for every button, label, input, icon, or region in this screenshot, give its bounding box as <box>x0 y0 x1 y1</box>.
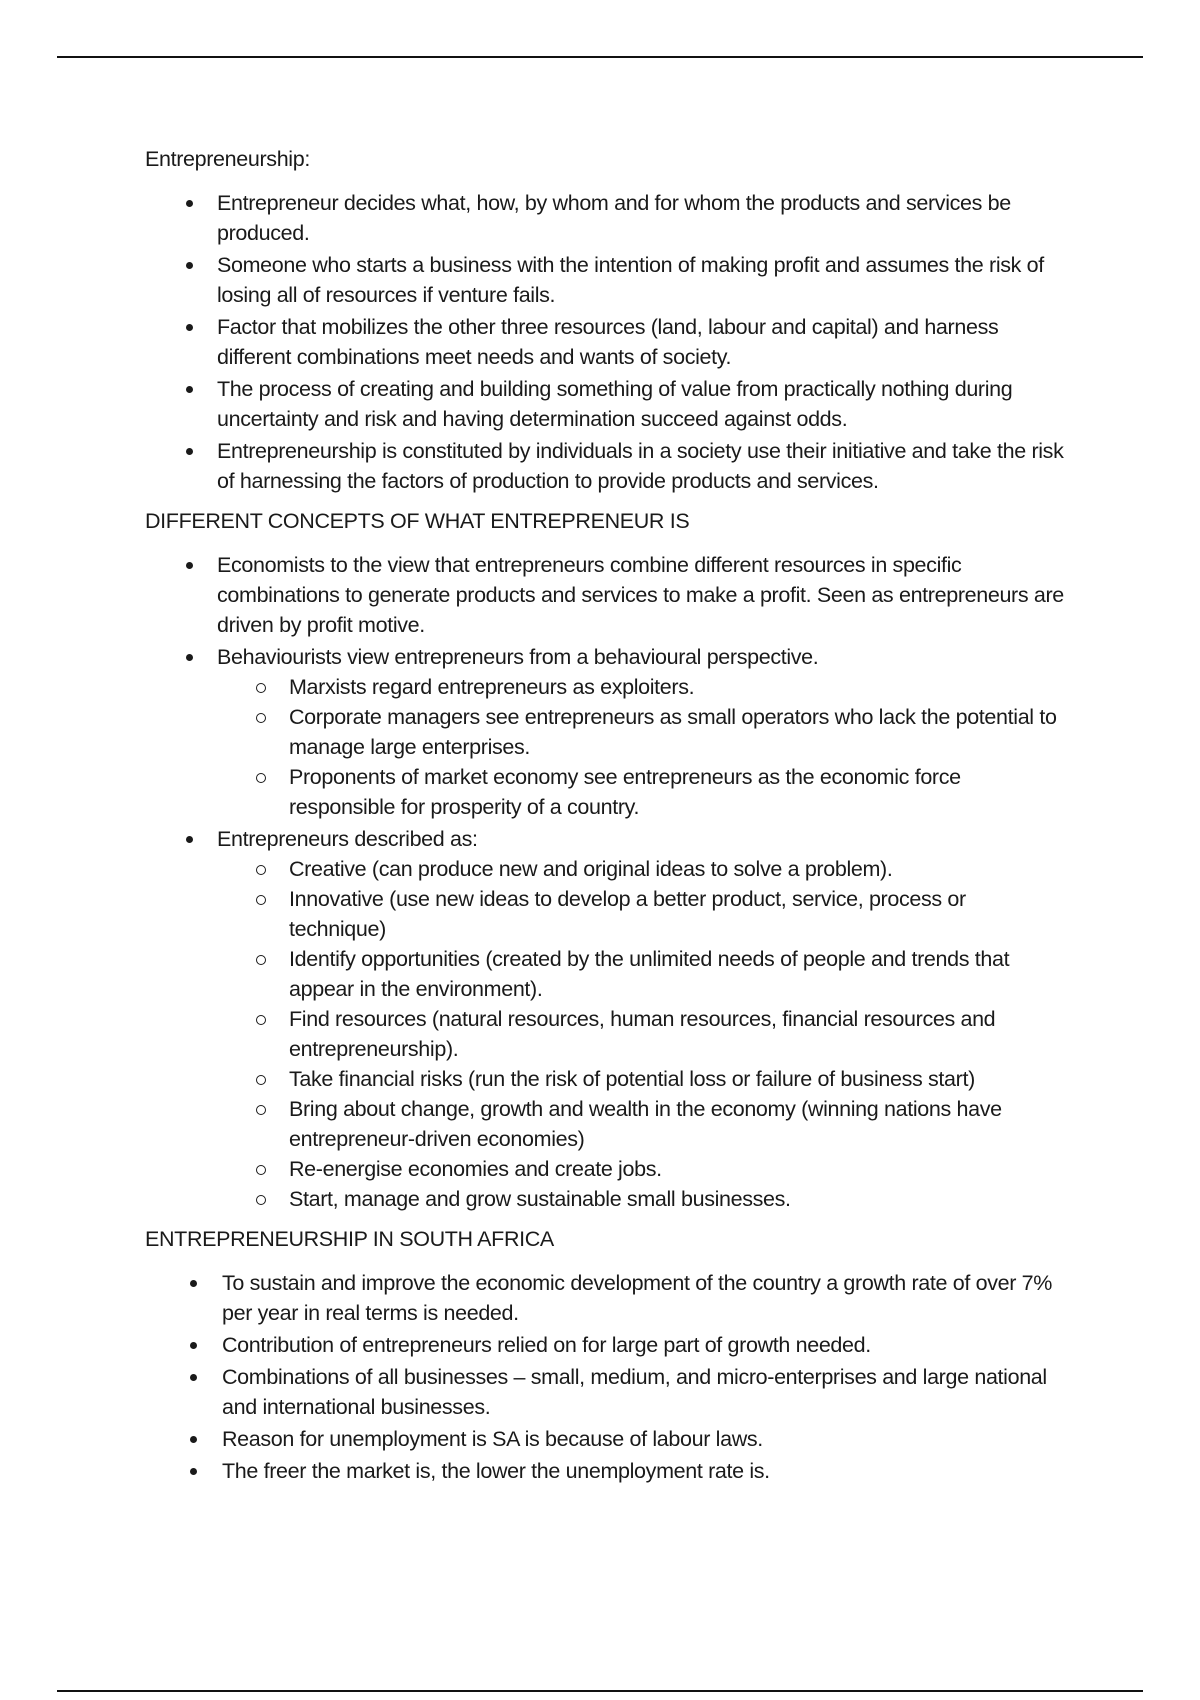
sub-list-item-text: Find resources (natural resources, human resources, financial resources and entrepreneurship). <box>289 1007 996 1061</box>
sub-list-item-text: Proponents of market economy see entrepreneurs as the economic force responsible for prosperity of a country. <box>289 765 961 819</box>
sub-list-item-text: Re-energise economies and create jobs. <box>289 1157 662 1181</box>
list-item <box>145 312 1065 372</box>
list-item <box>145 374 1065 434</box>
section-heading: ENTREPRENEURSHIP IN SOUTH AFRICA <box>145 1227 554 1251</box>
list-item <box>145 1362 1065 1422</box>
bullet-icon <box>190 1342 197 1349</box>
hollow-bullet-icon <box>256 1165 266 1175</box>
list-item-text: Someone who starts a business with the intention of making profit and assumes the risk of losing all of resources if venture fails. <box>217 253 1044 307</box>
document-body <box>145 144 1065 1496</box>
sub-list-item <box>216 672 1065 702</box>
bullet-icon <box>190 1468 197 1475</box>
list-item-text: Behaviourists view entrepreneurs from a behavioural perspective. <box>217 645 819 669</box>
sub-list <box>217 672 1065 822</box>
list-item-text: Entrepreneur decides what, how, by whom and for whom the products and services be produced. <box>217 191 1011 245</box>
list-item-text: To sustain and improve the economic development of the country a growth rate of over 7% per year in real terms is needed. <box>222 1271 1053 1325</box>
sub-list-item <box>216 884 1065 944</box>
bullet-icon <box>190 1280 197 1287</box>
hollow-bullet-icon <box>256 773 266 783</box>
bullet-icon <box>186 386 193 393</box>
sub-list <box>217 854 1065 1214</box>
list-item-text: Reason for unemployment is SA is because of labour laws. <box>222 1427 763 1451</box>
bullet-list <box>145 188 1065 496</box>
sub-list-item <box>216 1094 1065 1154</box>
sub-list-item <box>216 1064 1065 1094</box>
list-item-text: Combinations of all businesses – small, medium, and micro-enterprises and large national and international businesses. <box>222 1365 1047 1419</box>
sub-list-item-text: Take financial risks (run the risk of potential loss or failure of business start) <box>289 1067 975 1091</box>
list-item <box>145 642 1065 822</box>
hollow-bullet-icon <box>256 1075 266 1085</box>
hollow-bullet-icon <box>256 1195 266 1205</box>
section-south-africa <box>145 1224 1065 1486</box>
list-item-text: Entrepreneurs described as: <box>217 827 478 851</box>
hollow-bullet-icon <box>256 895 266 905</box>
bottom-rule <box>57 1690 1143 1692</box>
sub-list-item <box>216 702 1065 762</box>
list-item-text: Factor that mobilizes the other three resources (land, labour and capital) and harness different combinations meet needs and wants of society. <box>217 315 999 369</box>
list-item <box>145 1424 1065 1454</box>
bullet-icon <box>186 448 193 455</box>
list-item <box>145 188 1065 248</box>
sub-list-item <box>216 854 1065 884</box>
sub-list-item <box>216 1004 1065 1064</box>
bullet-list <box>145 550 1065 1214</box>
bullet-icon <box>190 1436 197 1443</box>
list-item <box>145 550 1065 640</box>
sub-list-item <box>216 944 1065 1004</box>
list-item-text: The process of creating and building something of value from practically nothing during uncertainty and risk and having determination succeed against odds. <box>217 377 1013 431</box>
section-different-concepts <box>145 506 1065 1214</box>
bullet-icon <box>186 654 193 661</box>
sub-list-item-text: Bring about change, growth and wealth in the economy (winning nations have entrepreneur-driven economies) <box>289 1097 1002 1151</box>
section-entrepreneurship <box>145 144 1065 496</box>
bullet-icon <box>186 324 193 331</box>
sub-list-item-text: Start, manage and grow sustainable small businesses. <box>289 1187 791 1211</box>
list-item <box>145 436 1065 496</box>
list-item-text: Entrepreneurship is constituted by individuals in a society use their initiative and take the risk of harnessing the factors of production to provide products and services. <box>217 439 1064 493</box>
hollow-bullet-icon <box>256 865 266 875</box>
sub-list-item-text: Identify opportunities (created by the unlimited needs of people and trends that appear in the environment). <box>289 947 1010 1001</box>
sub-list-item-text: Creative (can produce new and original ideas to solve a problem). <box>289 857 893 881</box>
sub-list-item-text: Corporate managers see entrepreneurs as small operators who lack the potential to manage large enterprises. <box>289 705 1057 759</box>
top-rule <box>57 56 1143 58</box>
list-item <box>145 824 1065 1214</box>
sub-list-item-text: Marxists regard entrepreneurs as exploiters. <box>289 675 695 699</box>
bullet-list <box>145 1268 1065 1486</box>
list-item-text: The freer the market is, the lower the unemployment rate is. <box>222 1459 770 1483</box>
hollow-bullet-icon <box>256 1015 266 1025</box>
list-item-text: Economists to the view that entrepreneurs combine different resources in specific combinations to generate products and services to make a profit. Seen as entrepreneurs are driven by profit motive. <box>217 553 1064 637</box>
hollow-bullet-icon <box>256 713 266 723</box>
bullet-icon <box>186 262 193 269</box>
bullet-icon <box>190 1374 197 1381</box>
list-item <box>145 1456 1065 1486</box>
list-item <box>145 250 1065 310</box>
hollow-bullet-icon <box>256 683 266 693</box>
sub-list-item <box>216 762 1065 822</box>
bullet-icon <box>186 200 193 207</box>
bullet-icon <box>186 836 193 843</box>
section-heading: DIFFERENT CONCEPTS OF WHAT ENTREPRENEUR IS <box>145 509 690 533</box>
hollow-bullet-icon <box>256 955 266 965</box>
section-heading: Entrepreneurship: <box>145 147 310 171</box>
sub-list-item <box>216 1154 1065 1184</box>
sub-list-item-text: Innovative (use new ideas to develop a better product, service, process or technique) <box>289 887 966 941</box>
sub-list-item <box>216 1184 1065 1214</box>
list-item <box>145 1330 1065 1360</box>
bullet-icon <box>186 562 193 569</box>
list-item <box>145 1268 1065 1328</box>
hollow-bullet-icon <box>256 1105 266 1115</box>
list-item-text: Contribution of entrepreneurs relied on for large part of growth needed. <box>222 1333 871 1357</box>
